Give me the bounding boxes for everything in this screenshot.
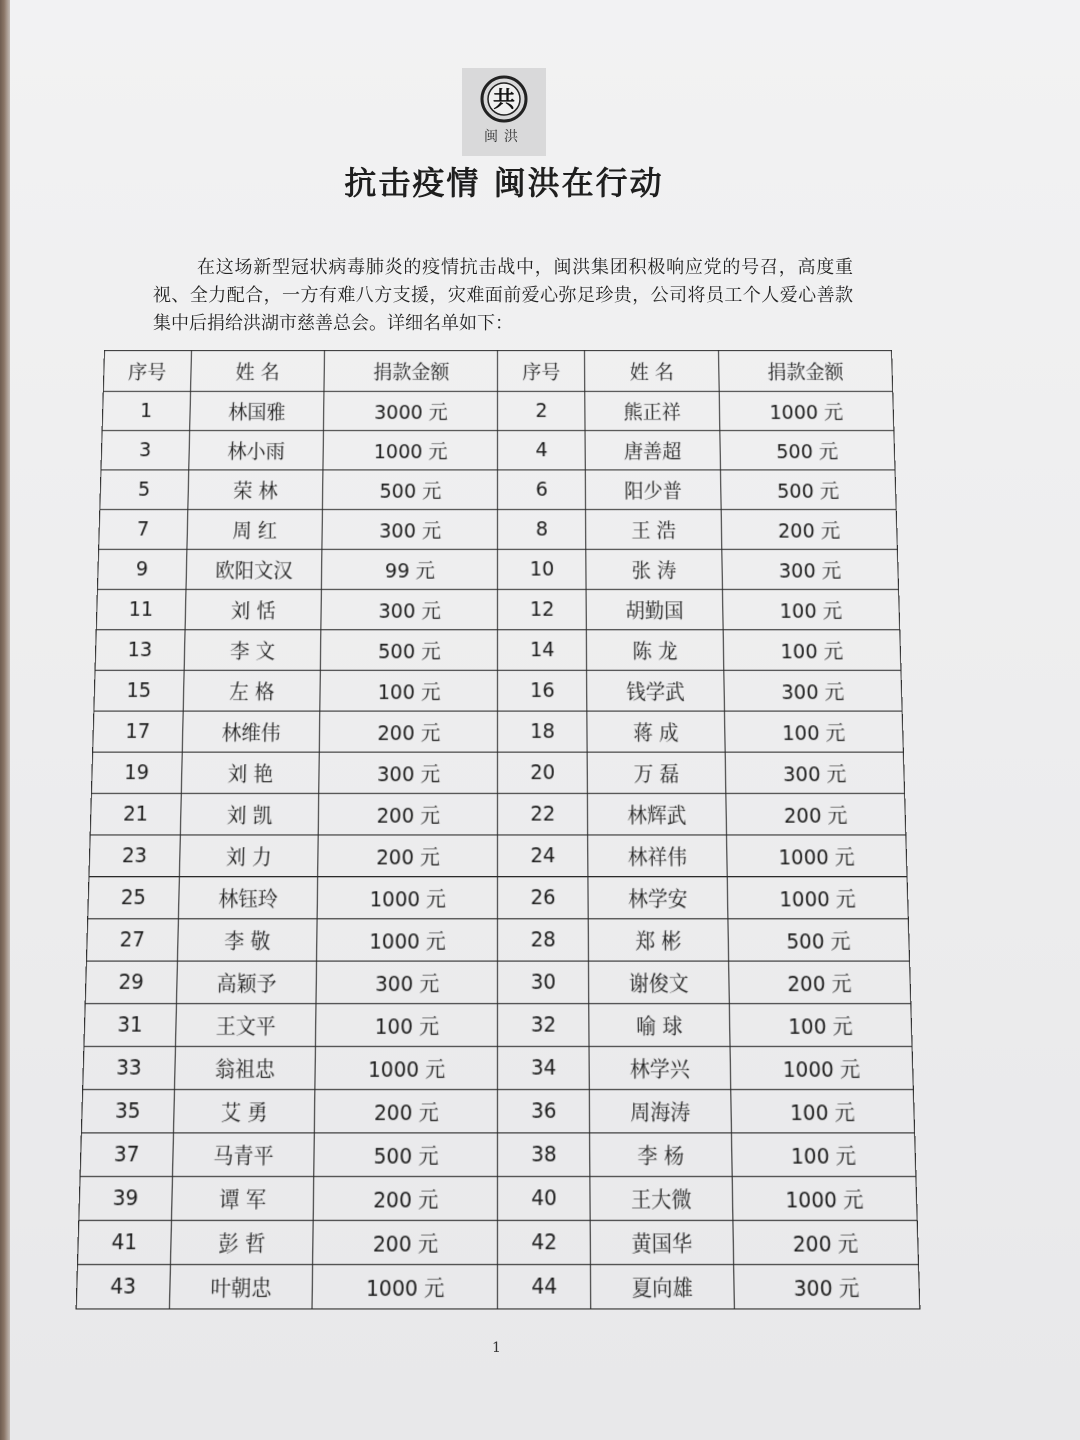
cell-col-amount: 100 元 — [723, 630, 901, 671]
cell-col-index: 40 — [498, 1177, 590, 1221]
cell-col-name: 谢俊文 — [589, 961, 730, 1004]
header-col-name: 姓 名 — [585, 350, 719, 391]
cell-col-index: 15 — [94, 670, 184, 711]
cell-col-amount: 100 元 — [316, 1004, 498, 1047]
table-row — [79, 1177, 917, 1221]
cell-col-index: 37 — [80, 1133, 173, 1177]
cell-col-amount: 100 元 — [729, 1004, 912, 1047]
cell-col-amount: 500 元 — [323, 470, 498, 510]
cell-col-name: 王文平 — [175, 1004, 316, 1047]
cell-col-index: 23 — [89, 835, 180, 877]
cell-col-amount: 100 元 — [731, 1090, 915, 1133]
cell-col-index: 24 — [498, 835, 588, 877]
cell-col-amount: 200 元 — [315, 1090, 498, 1133]
cell-col-name: 荣 林 — [187, 470, 323, 510]
cell-col-amount: 1000 元 — [730, 1046, 914, 1089]
cell-col-index: 19 — [91, 752, 181, 793]
cell-col-amount: 300 元 — [321, 589, 498, 629]
table-header-row — [103, 350, 892, 391]
cell-col-index: 3 — [101, 431, 189, 470]
cell-col-index: 27 — [86, 919, 178, 961]
cell-col-amount: 300 元 — [316, 961, 498, 1004]
cell-col-amount: 500 元 — [720, 431, 895, 470]
cell-col-name: 林学安 — [588, 877, 728, 919]
cell-col-index: 31 — [84, 1004, 176, 1047]
cell-col-amount: 200 元 — [320, 711, 498, 752]
cell-col-amount: 500 元 — [720, 470, 896, 510]
cell-col-amount: 1000 元 — [312, 1265, 498, 1309]
cell-col-name: 林学兴 — [589, 1046, 730, 1089]
cell-col-index: 21 — [90, 793, 181, 835]
cell-col-name: 郑 彬 — [588, 919, 728, 961]
cell-col-amount: 300 元 — [733, 1265, 919, 1309]
cell-col-amount: 100 元 — [731, 1133, 916, 1177]
cell-col-index: 30 — [498, 961, 589, 1004]
cell-col-amount: 200 元 — [318, 835, 498, 877]
cell-col-amount: 1000 元 — [726, 835, 907, 877]
cell-col-name: 刘 恬 — [185, 589, 322, 629]
cell-col-index: 22 — [498, 793, 588, 835]
cell-col-amount: 1000 元 — [719, 391, 894, 430]
cell-col-amount: 100 元 — [320, 670, 498, 711]
donation-table — [76, 350, 921, 1310]
cell-col-amount: 100 元 — [724, 711, 903, 752]
cell-col-amount: 1000 元 — [727, 877, 908, 919]
table-row — [77, 1220, 918, 1264]
cell-col-amount: 300 元 — [322, 510, 498, 550]
cell-col-index: 42 — [498, 1220, 591, 1264]
cell-col-name: 刘 力 — [179, 835, 319, 877]
cell-col-amount: 300 元 — [319, 752, 498, 793]
table-row — [102, 391, 894, 430]
donation-table-container — [76, 350, 921, 1310]
cell-col-name: 翁祖忠 — [174, 1046, 316, 1089]
table-row — [93, 711, 904, 752]
cell-col-amount: 1000 元 — [323, 431, 498, 470]
table-row — [80, 1133, 916, 1177]
cell-col-name: 林小雨 — [188, 431, 323, 470]
cell-col-name: 刘 凯 — [180, 793, 319, 835]
cell-col-name: 周 红 — [186, 510, 322, 550]
cell-col-amount: 300 元 — [725, 752, 905, 793]
cell-col-amount: 200 元 — [319, 793, 498, 835]
cell-col-amount: 1000 元 — [317, 919, 498, 961]
cell-col-name: 马青平 — [172, 1133, 315, 1177]
cell-col-name: 李 文 — [184, 630, 322, 671]
cell-col-amount: 1000 元 — [732, 1177, 917, 1221]
cell-col-name: 喻 球 — [589, 1004, 730, 1047]
cell-col-name: 熊正祥 — [585, 391, 720, 430]
table-row — [83, 1046, 914, 1089]
cell-col-name: 黄国华 — [590, 1220, 733, 1264]
cell-col-amount: 100 元 — [722, 589, 899, 629]
cell-col-amount: 200 元 — [313, 1220, 498, 1264]
cell-col-name: 左 格 — [183, 670, 321, 711]
cell-col-index: 8 — [498, 510, 586, 550]
header-col-amount: 捐款金额 — [718, 350, 892, 391]
cell-col-name: 李 敬 — [177, 919, 317, 961]
cell-col-index: 4 — [498, 431, 585, 470]
cell-col-name: 艾 勇 — [173, 1090, 315, 1133]
cell-col-name: 夏向雄 — [590, 1265, 734, 1309]
cell-col-index: 12 — [498, 589, 586, 629]
cell-col-name: 阳少普 — [585, 470, 721, 510]
cell-col-index: 43 — [76, 1265, 170, 1309]
cell-col-index: 11 — [96, 589, 185, 629]
cell-col-index: 5 — [100, 470, 189, 510]
cell-col-index: 39 — [79, 1177, 172, 1221]
cell-col-amount: 200 元 — [726, 793, 906, 835]
cell-col-name: 李 杨 — [590, 1133, 732, 1177]
cell-col-name: 彭 哲 — [170, 1220, 314, 1264]
intro-paragraph: 在这场新型冠状病毒肺炎的疫情抗击战中，闽洪集团积极响应党的号召，高度重视、全力配合，一方有难八方支援，灾难面前爱心弥足珍贵，公司将员工个人爱心善款集中后捐给洪湖市慈善总会。详细名单如下： — [153, 257, 853, 334]
cell-col-name: 钱学武 — [587, 670, 725, 711]
cell-col-index: 16 — [498, 670, 587, 711]
document-page — [10, 0, 1080, 1440]
cell-col-amount: 1000 元 — [317, 877, 498, 919]
table-row — [86, 919, 909, 961]
header-col-amount: 捐款金额 — [324, 350, 498, 391]
cell-col-name: 林祥伟 — [588, 835, 727, 877]
cell-col-amount: 200 元 — [721, 510, 897, 550]
cell-col-amount: 500 元 — [321, 630, 498, 671]
cell-col-index: 10 — [498, 549, 586, 589]
table-row — [100, 470, 896, 510]
cell-col-name: 王大微 — [590, 1177, 733, 1221]
table-row — [81, 1090, 914, 1133]
cell-col-index: 2 — [498, 391, 585, 430]
table-row — [97, 549, 898, 589]
table-row — [91, 752, 904, 793]
cell-col-name: 陈 龙 — [586, 630, 723, 671]
cell-col-amount: 200 元 — [728, 961, 910, 1004]
cell-col-amount: 99 元 — [322, 549, 498, 589]
cell-col-name: 蒋 成 — [587, 711, 725, 752]
company-logo — [462, 68, 546, 156]
cell-col-index: 33 — [83, 1046, 175, 1089]
cell-col-name: 高颖予 — [176, 961, 317, 1004]
table-row — [94, 670, 902, 711]
cell-col-index: 6 — [498, 470, 586, 510]
table-row — [96, 589, 900, 629]
cell-col-name: 唐善超 — [585, 431, 720, 470]
cell-col-index: 20 — [498, 752, 587, 793]
cell-col-name: 周海涛 — [589, 1090, 731, 1133]
cell-col-name: 欧阳文汉 — [186, 549, 323, 589]
cell-col-index: 1 — [102, 391, 190, 430]
page-number: 1 — [492, 1340, 501, 1356]
cell-col-amount: 3000 元 — [324, 391, 498, 430]
cell-col-amount: 1000 元 — [315, 1046, 498, 1089]
table-row — [101, 431, 895, 470]
table-row — [90, 793, 906, 835]
header-col-index: 序号 — [103, 350, 191, 391]
cell-col-name: 胡勤国 — [586, 589, 723, 629]
cell-col-name: 叶朝忠 — [169, 1265, 313, 1309]
page-title: 抗击疫情 闽洪在行动 — [344, 164, 664, 202]
cell-col-name: 林维伟 — [182, 711, 320, 752]
cell-col-index: 18 — [498, 711, 587, 752]
cell-col-index: 44 — [498, 1265, 591, 1309]
table-row — [95, 630, 901, 671]
cell-col-index: 13 — [95, 630, 185, 671]
cell-col-name: 万 磊 — [587, 752, 726, 793]
header-col-index: 序号 — [498, 350, 585, 391]
cell-col-amount: 500 元 — [314, 1133, 498, 1177]
header-col-name: 姓 名 — [190, 350, 325, 391]
cell-col-amount: 200 元 — [314, 1177, 498, 1221]
cell-col-name: 林国雅 — [189, 391, 324, 430]
cell-col-index: 17 — [93, 711, 183, 752]
table-row — [99, 510, 898, 550]
cell-col-index: 9 — [97, 549, 186, 589]
table-row — [84, 1004, 912, 1047]
cell-col-index: 41 — [77, 1220, 171, 1264]
cell-col-name: 谭 军 — [171, 1177, 314, 1221]
cell-col-index: 26 — [498, 877, 588, 919]
cell-col-name: 张 涛 — [586, 549, 722, 589]
table-row — [85, 961, 911, 1004]
cell-col-amount: 500 元 — [728, 919, 910, 961]
cell-col-name: 林辉武 — [587, 793, 726, 835]
cell-col-amount: 200 元 — [733, 1220, 919, 1264]
logo-emblem-icon — [475, 74, 533, 124]
cell-col-index: 34 — [498, 1046, 589, 1089]
cell-col-index: 32 — [498, 1004, 589, 1047]
cell-col-index: 35 — [81, 1090, 174, 1133]
cell-col-index: 29 — [85, 961, 177, 1004]
svg-text:共: 共 — [492, 88, 516, 113]
logo-text: 闽洪 — [484, 129, 524, 145]
cell-col-name: 林钰玲 — [178, 877, 318, 919]
table-row — [89, 835, 907, 877]
cell-col-index: 28 — [498, 919, 589, 961]
cell-col-amount: 300 元 — [724, 670, 903, 711]
table-row — [88, 877, 909, 919]
cell-col-index: 14 — [498, 630, 587, 671]
table-row — [76, 1265, 920, 1309]
cell-col-name: 刘 艳 — [181, 752, 320, 793]
cell-col-index: 38 — [498, 1133, 590, 1177]
cell-col-index: 25 — [88, 877, 179, 919]
cell-col-name: 王 浩 — [586, 510, 722, 550]
cell-col-amount: 300 元 — [722, 549, 899, 589]
cell-col-index: 36 — [498, 1090, 590, 1133]
cell-col-index: 7 — [99, 510, 188, 550]
